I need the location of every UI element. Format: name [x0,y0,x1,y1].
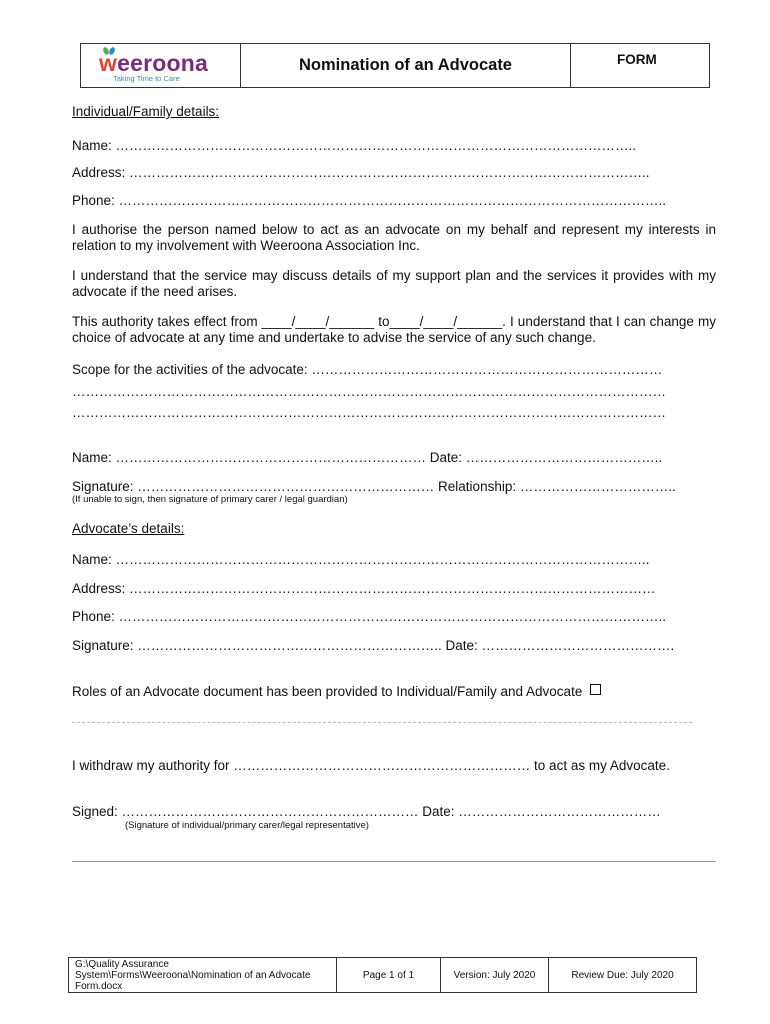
advocate-heading: Advocate’s details: [72,521,185,536]
separator-dashed [72,722,692,723]
form-label-cell [571,44,709,87]
document-title: Nomination of an Advocate [241,44,571,87]
logo: weeroona [99,50,208,76]
individual-phone-field[interactable]: Phone: ………………………………………………………………………………………………………….. [72,193,667,208]
signed-note: (Signature of individual/primary carer/legal representative) [125,820,369,831]
form-label: FORM [617,52,657,67]
authorise-paragraph: I authorise the person named below to act as an advocate on my behalf and represent my interests in relation to my involvement with Weeroona Association Inc. [72,222,716,253]
roles-checkbox[interactable] [590,684,601,695]
authority-paragraph: This authority takes effect from ____/____/______ to____/____/______. I understand that I can change my choice of advocate at any time and undertake to advise the service of any such change. [72,314,716,345]
advocate-signature-date-field[interactable]: Signature: ………………………………………………………….. Date: ……………………………………. [72,638,675,653]
footer-table [68,957,697,993]
signed-date-field[interactable]: Signed: ………………………………………………………… Date: ……………………………………… [72,804,661,819]
footer-page-number: Page 1 of 1 [337,958,441,992]
scope-line-3[interactable]: …………………………………………………………………………………………………………………… [72,405,666,420]
scope-line-2[interactable]: …………………………………………………………………………………………………………………… [72,384,666,399]
individual-address-field[interactable]: Address: …………………………………………………………………………………………………….. [72,165,650,180]
advocate-phone-field[interactable]: Phone: ………………………………………………………………………………………………………….. [72,609,667,624]
individual-heading: Individual/Family details: [72,104,220,119]
footer-version: Version: July 2020 [441,958,549,992]
logo-tagline: Taking Time to Care [113,74,180,83]
unable-to-sign-note: (If unable to sign, then signature of primary carer / legal guardian) [72,494,348,505]
withdraw-field[interactable]: I withdraw my authority for ………………………………………………………… to act as my Advocate. [72,758,670,773]
separator-rule [72,861,716,862]
advocate-address-field[interactable]: Address: ……………………………………………………………………………………………………… [72,581,656,596]
roles-text: Roles of an Advocate document has been provided to Individual/Family and Advocate [72,684,583,699]
footer-review-due: Review Due: July 2020 [571,969,674,981]
individual-name-date-field[interactable]: Name: …………………………………………………………… Date: …………………………………….. [72,450,663,465]
roles-statement [72,684,601,700]
logo-cell [81,44,241,87]
individual-signature-relationship-field[interactable]: Signature: ………………………………………………………… Relationship: …………………………….. [72,479,676,494]
understand-paragraph: I understand that the service may discuss details of my support plan and the services it provides with my advocate if the need arises. [72,268,716,299]
advocate-name-field[interactable]: Name: ……………………………………………………………………………………………………….. [72,552,650,567]
individual-name-field[interactable]: Name: …………………………………………………………………………………………………….. [72,138,637,153]
scope-line-1[interactable]: Scope for the activities of the advocate: …………………………………………………………………… [72,362,663,377]
footer-file-path: G:\Quality Assurance System\Forms\Weeroona\Nomination of an Advocate Form.docx [69,958,337,992]
form-header [80,43,710,88]
